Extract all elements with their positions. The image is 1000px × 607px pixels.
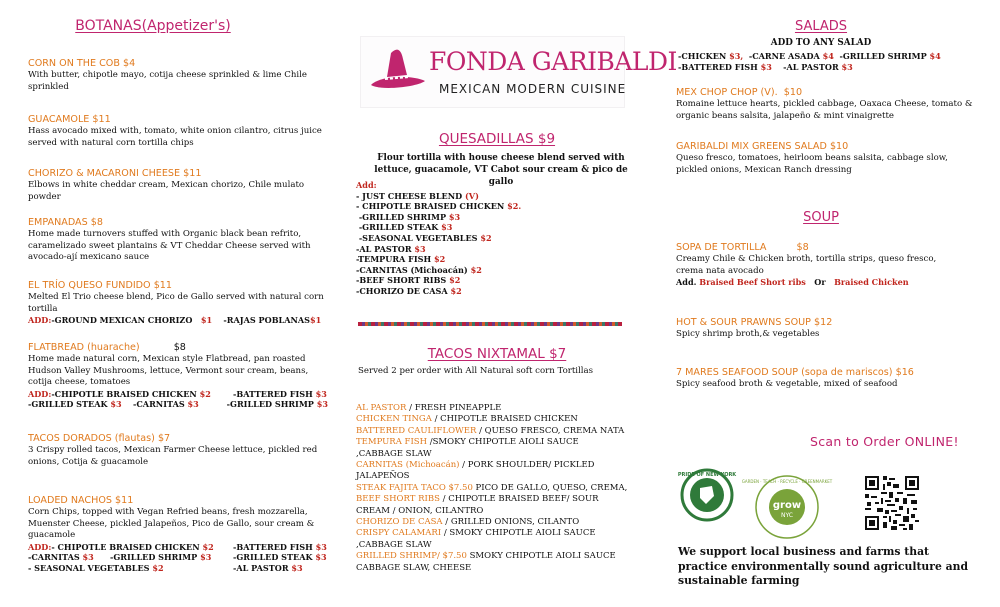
item-price: $16 xyxy=(895,367,914,378)
addon-item: - CHIPOTLE BRAISED CHICKEN $2. xyxy=(356,201,522,212)
menu-item-sopa-tortilla xyxy=(676,241,976,288)
sombrero-icon xyxy=(367,45,429,101)
item-desc: Home made turnovers stuffed with Organic black bean refrito, caramelizado sweet plantains & VT Cheddar Cheese served with avocado-ají mexicano sauce xyxy=(28,229,311,262)
taco-line: GRILLED SHRIMP/ $7.50 SMOKY CHIPOTLE AIOLI SAUCE xyxy=(356,551,616,562)
restaurant-tagline: MEXICAN MODERN CUISINE xyxy=(439,82,627,96)
item-desc: Elbows in white cheddar cream, Mexican chorizo, Chile mulato powder xyxy=(28,180,305,202)
item-desc: Hass avocado mixed with, tomato, white onion cilantro, citrus juice served with natural corn tortilla chips xyxy=(28,126,322,148)
addon-item: -GRILLED STEAK $3 xyxy=(356,222,453,233)
svg-text:grow: grow xyxy=(772,500,802,511)
addon-item: - JUST CHEESE BLEND (V) xyxy=(356,190,479,201)
add-ons: ADD:- CHIPOTLE BRAISED CHICKEN $2 -BATTERED FISH $3 -CARNITAS $3 -GRILLED SHRIMP $3 -GRILLED STEAK $3 - SEASONAL VEGETABLES $2 -AL PASTOR $3 xyxy=(28,541,327,573)
addon-item: -TEMPURA FISH $2 xyxy=(356,254,446,265)
restaurant-name: FONDA GARIBALDI xyxy=(429,47,677,76)
item-price: $11 xyxy=(183,168,202,179)
menu-item-queso-fundido xyxy=(28,279,328,326)
menu-item-chorizo-mac xyxy=(28,167,328,203)
svg-text:GARDEN · TEACH · RECYCLE · GRE: GARDEN · TEACH · RECYCLE · GREENMARKET xyxy=(741,479,833,484)
item-price: $7 xyxy=(157,433,171,444)
item-desc: Creamy Chile & Chicken broth, tortilla strips, queso fresco, crema nata avocado xyxy=(676,254,937,276)
taco-line: CABBAGE SLAW, CHEESE xyxy=(356,562,472,573)
addon-item: -CARNITAS (Michoacán) $2 xyxy=(356,264,482,275)
scan-to-order-link[interactable]: Scan to Order ONLINE! xyxy=(810,434,959,449)
item-desc: Melted El Trio cheese blend, Pico de Gallo served with natural corn tortilla xyxy=(28,292,324,314)
item-desc: Home made natural corn, Mexican style Flatbread, pan roasted Hudson Valley Mushrooms, lettuce, Vermont sour cream, beans, cotija cheese, tomatoes xyxy=(28,354,309,387)
menu-item-flatbread xyxy=(28,341,328,410)
menu-item-hot-sour xyxy=(676,316,976,341)
item-price: $8 xyxy=(173,342,186,353)
item-name: SOPA DE TORTILLA xyxy=(676,242,767,253)
menu-item-loaded-nachos xyxy=(28,494,328,573)
logo xyxy=(360,36,677,108)
item-price: $11 xyxy=(153,280,172,291)
item-name: TACOS DORADOS (flautas) xyxy=(28,433,155,444)
addon-item: -GRILLED SHRIMP $3 xyxy=(356,211,461,222)
tacos-heading: TACOS NIXTAMAL $7 xyxy=(427,346,567,362)
taco-line: ,CABBAGE SLAW xyxy=(356,448,432,459)
menu-item-7-mares xyxy=(676,366,976,391)
tacos-desc: Served 2 per order with All Natural soft corn Tortillas xyxy=(358,366,594,376)
item-price: $8 xyxy=(90,217,103,228)
pride-of-new-york-badge xyxy=(677,466,737,524)
botanas-heading: BOTANAS(Appetizer's) xyxy=(75,18,231,34)
item-desc: Corn Chips, topped with Vegan Refried beans, fresh mozzarella, Muenster Cheese, pickled Jalapeños, Pico de Gallo, sour cream & guacamole xyxy=(28,507,315,540)
center-column xyxy=(352,0,677,607)
taco-line: STEAK FAJITA TACO $7.50 PICO DE GALLO, QUESO, CREMA, xyxy=(356,482,628,493)
menu-item-guacamole xyxy=(28,113,328,149)
item-name: GUACAMOLE xyxy=(28,114,90,125)
item-price: $10 xyxy=(783,87,803,98)
addon-item: -BEEF SHORT RIBS $2 xyxy=(356,275,461,286)
menu-item-mex-chop xyxy=(676,86,976,122)
salads-heading: SALADS xyxy=(794,19,848,34)
addon-item: -AL PASTOR $3 xyxy=(356,243,426,254)
botanas-column xyxy=(28,0,328,607)
soup-heading: SOUP xyxy=(803,210,839,225)
item-price: $11 xyxy=(115,495,134,506)
item-desc: Romaine lettuce hearts, pickled cabbage, Oaxaca Cheese, tomato & organic beans salsita, jalapeño & mint vinaigrette xyxy=(676,99,973,121)
item-price: $10 xyxy=(829,141,849,152)
quesadillas-heading: QUESADILLAS $9 xyxy=(438,131,556,147)
item-name: EMPANADAS xyxy=(28,217,88,228)
svg-text:NYC: NYC xyxy=(780,512,794,519)
grownyc-greenmarket-badge xyxy=(741,474,833,540)
item-price: $12 xyxy=(814,317,833,328)
item-name: CHORIZO & MACARONI CHEESE xyxy=(28,168,181,179)
item-price: $8 xyxy=(796,242,809,253)
item-desc: 3 Crispy rolled tacos, Mexican Farmer Cheese lettuce, pickled red onions, Cotija & guacamole xyxy=(28,445,318,467)
addon-item: -SEASONAL VEGETABLES $2 xyxy=(356,232,492,243)
item-name: FLATBREAD (huarache) xyxy=(28,342,140,353)
menu-item-tacos-dorados xyxy=(28,432,328,468)
taco-line: CARNITAS (Michoacán) / PORK SHOULDER/ PICKLED xyxy=(356,460,595,471)
tacos-list xyxy=(356,403,642,574)
divider xyxy=(358,322,622,326)
right-column xyxy=(676,0,976,607)
item-desc: With butter, chipotle mayo, cotija cheese sprinkled & lime Chile sprinkled xyxy=(28,70,307,92)
add-ons: ADD:-GROUND MEXICAN CHORIZO $1 -RAJAS POBLANAS$1 xyxy=(28,315,322,325)
menu-item-corn xyxy=(28,57,328,93)
svg-text:PRIDE OF NEW YORK: PRIDE OF NEW YORK xyxy=(677,472,737,478)
taco-line: CREAM / ONION, CILANTRO xyxy=(356,505,484,516)
item-name: CORN ON THE COB xyxy=(28,58,120,69)
taco-line: CRISPY CALAMARI / SMOKY CHIPOTLE AIOLI SAUCE xyxy=(356,528,596,539)
item-price: $11 xyxy=(92,114,111,125)
salad-addons: -CHICKEN $3, -CARNE ASADA $4 -GRILLED SHRIMP $4 -BATTERED FISH $3 -AL PASTOR $3 xyxy=(678,51,941,72)
item-desc: Spicy shrimp broth,& vegetables xyxy=(676,329,820,339)
farm-support-statement: We support local business and farms that practice environmentally sound agriculture and sustainable farming xyxy=(678,545,968,587)
taco-line: BATTERED CAULIFLOWER / QUESO FRESCO, CREMA NATA xyxy=(356,425,625,436)
item-name: 7 MARES SEAFOOD SOUP (sopa de mariscos) xyxy=(676,367,893,378)
item-name: HOT & SOUR PRAWNS SOUP xyxy=(676,317,811,328)
add-ons: Add. Braised Beef Short ribs Or Braised Chicken xyxy=(676,277,909,287)
quesadillas-desc: Flour tortilla with house cheese blend served with lettuce, guacamole, VT Cabot sour cream & pico de gallo xyxy=(374,153,628,187)
addon-item: -CHORIZO DE CASA $2 xyxy=(356,285,462,296)
taco-line: JALAPEÑOS xyxy=(356,471,410,482)
menu-item-garibaldi-greens xyxy=(676,140,976,176)
item-desc: Queso fresco, tomatoes, heirloom beans salsita, cabbage slow, pickled onions, Mexican Ranch dressing xyxy=(676,153,948,175)
item-price: $4 xyxy=(123,58,136,69)
taco-line: CHICKEN TINGA / CHIPOTLE BRAISED CHICKEN xyxy=(356,414,578,425)
item-name: EL TRÍO QUESO FUNDIDO xyxy=(28,280,151,291)
item-name: MEX CHOP CHOP (V). xyxy=(676,87,778,98)
salad-add-title: ADD TO ANY SALAD xyxy=(770,38,872,48)
item-desc: Spicy seafood broth & vegetable, mixed of seafood xyxy=(676,379,898,389)
taco-line: BEEF SHORT RIBS / CHIPOTLE BRAISED BEEF/ SOUR xyxy=(356,494,599,505)
taco-line: CHORIZO DE CASA / GRILLED ONIONS, CILANTO xyxy=(356,517,580,528)
taco-line: TEMPURA FISH /SMOKY CHIPOTLE AIOLI SAUCE xyxy=(356,437,579,448)
item-name: LOADED NACHOS xyxy=(28,495,112,506)
quesadillas-addons: Add: - JUST CHEESE BLEND (V) - CHIPOTLE BRAISED CHICKEN $2. -GRILLED SHRIMP $3 -GRILLED STEAK $3 -SEASONAL VEGETABLES $2 -AL PASTOR $3 -TEMPURA FISH $2 -CARNITAS (Michoacán) $2 -BEEF SHORT RIBS $2 -CHORIZO DE CASA $2 xyxy=(356,180,636,297)
taco-line: ,CABBAGE SLAW xyxy=(356,539,432,550)
add-ons: ADD:-CHIPOTLE BRAISED CHICKEN $2 -BATTERED FISH $3 -GRILLED STEAK $3 -CARNITAS $3 -GRILLED SHRIMP $3 xyxy=(28,388,328,410)
item-name: GARIBALDI MIX GREENS SALAD xyxy=(676,141,827,152)
menu-item-empanadas xyxy=(28,216,328,264)
qr-code-icon[interactable] xyxy=(863,474,921,532)
taco-line: AL PASTOR / FRESH PINEAPPLE xyxy=(356,403,502,413)
